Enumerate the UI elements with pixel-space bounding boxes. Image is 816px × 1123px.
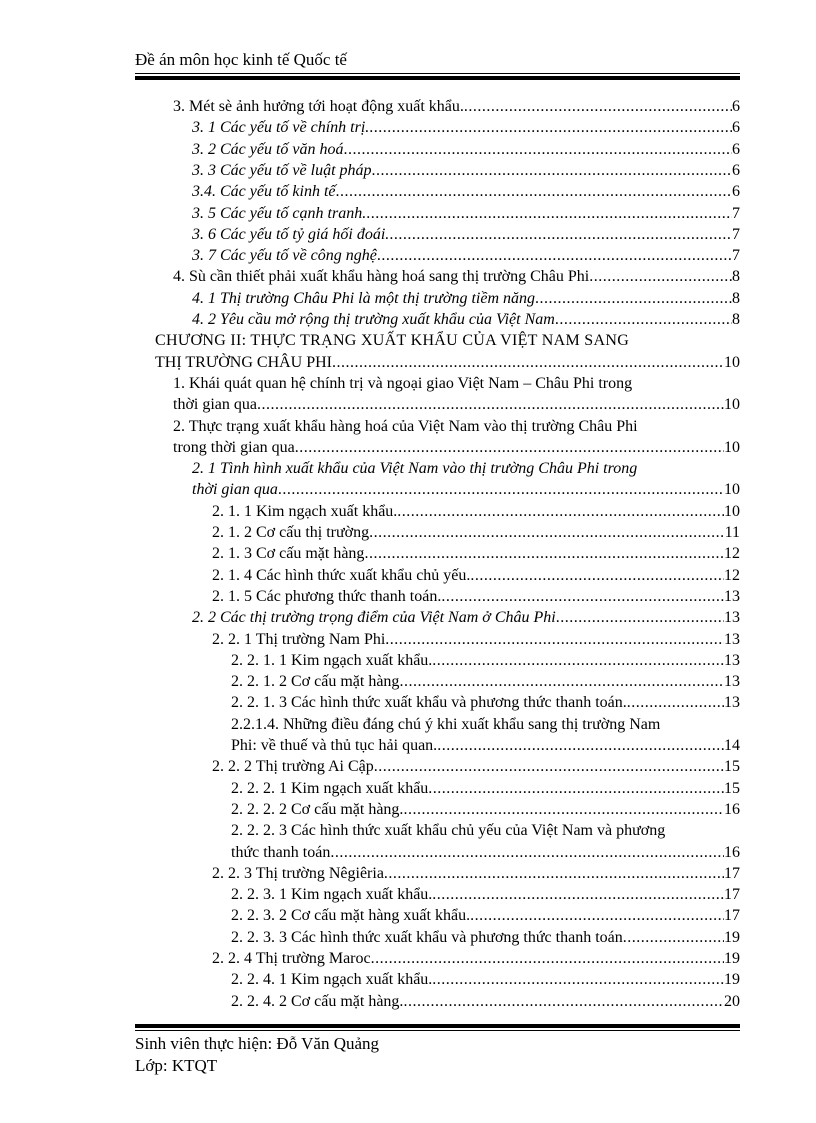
toc-entry-title: 2. 2. 4. 2 Cơ cấu mặt hàng.: [231, 992, 404, 1010]
toc-entry: [192, 245, 740, 267]
toc-entry-title: 2. 1. 2 Cơ cấu thị trường: [212, 524, 370, 541]
toc-entry-title: Phi: về thuế và thủ tục hải quan.: [231, 737, 438, 754]
toc-page-number: 20: [724, 992, 740, 1010]
toc-entry-title: 2. 2. 1. 1 Kim ngạch xuất khẩu.: [231, 651, 433, 669]
toc-entry: [231, 884, 740, 906]
toc-entry: [212, 948, 740, 970]
toc-page-number: 17: [724, 907, 740, 925]
toc-entry: [231, 799, 740, 821]
toc-entry-title: 2. 2. 3. 3 Các hình thức xuất khẩu và phương thức thanh toán: [231, 928, 623, 946]
toc-page-number: 13: [724, 651, 740, 669]
toc-page-number: 10: [724, 353, 740, 371]
toc-leader-dots: [470, 565, 724, 587]
toc-leader-dots: [428, 778, 724, 800]
toc-entry-title: 3. 5 Các yếu tố cạnh tranh.: [192, 204, 367, 222]
toc-entry-title: 2. 2. 1 Thị trường Nam Phi: [212, 630, 386, 648]
toc-entry-title: 2. 2. 2. 1 Kim ngạch xuất khẩu: [231, 779, 429, 797]
toc-leader-dots: [437, 735, 724, 757]
toc-leader-dots: [344, 139, 732, 161]
toc-page-number: 14: [724, 737, 740, 754]
toc-entry-title: 2. 2. 3. 2 Cơ cấu mặt hàng xuất khẩu.: [231, 907, 471, 925]
toc-page-number: 16: [724, 800, 740, 818]
toc-entry-title: 2. 1. 3 Cơ cấu mặt hàng: [212, 545, 365, 563]
toc-page-number: 10: [724, 438, 740, 456]
toc-page-number: 11: [724, 524, 740, 541]
toc-leader-dots: [366, 203, 732, 225]
toc-entry: [212, 543, 740, 565]
toc-page-number: 19: [724, 950, 740, 967]
toc-entry: [231, 842, 740, 864]
toc-entry: [192, 139, 740, 161]
toc-entry: [212, 756, 740, 778]
toc-entry: [231, 905, 740, 927]
toc-leader-dots: [332, 352, 724, 374]
toc-leader-dots: [364, 543, 724, 565]
toc-entry-title: 2. 2. 3. 1 Kim ngạch xuất khẩu.: [231, 886, 433, 904]
toc-entry: [192, 309, 740, 331]
toc-leader-dots: [623, 927, 724, 949]
toc-leader-dots: [372, 160, 732, 182]
toc-entry: [231, 714, 740, 736]
toc-entry-title: 2. 1 Tình hình xuất khẩu của Việt Nam vào thị trường Châu Phi trong: [192, 460, 638, 478]
toc-entry: [192, 160, 740, 182]
toc-entry: [231, 671, 740, 693]
toc-entry-title: 3. 7 Các yếu tố về công nghệ: [192, 247, 377, 265]
toc-entry: [192, 607, 740, 629]
toc-page-number: 19: [724, 971, 740, 989]
toc-entry: [231, 650, 740, 672]
toc-entry: [173, 394, 740, 416]
toc-entry-title: 2. 1. 1 Kim ngạch xuất khẩu.: [212, 502, 398, 520]
toc-entry: [231, 820, 740, 842]
toc-leader-dots: [397, 501, 724, 523]
toc-page-number: 10: [724, 502, 740, 520]
toc-leader-dots: [371, 948, 724, 970]
toc-entry: [155, 352, 740, 374]
toc-page-number: 10: [724, 396, 740, 414]
toc-leader-dots: [336, 181, 732, 203]
toc-page-number: 13: [724, 630, 740, 648]
toc-leader-dots: [295, 437, 724, 459]
toc-leader-dots: [257, 394, 724, 416]
toc-leader-dots: [627, 692, 724, 714]
toc-page-number: 8: [732, 268, 740, 286]
toc-page-number: 6: [732, 161, 740, 179]
toc-page-number: 8: [732, 289, 740, 307]
toc-leader-dots: [374, 756, 724, 778]
toc-entry: [192, 288, 740, 310]
toc-page-number: 13: [724, 587, 740, 605]
toc-page-number: 13: [724, 694, 740, 712]
toc-entry-title: 3. 1 Các yếu tố về chính trị.: [192, 119, 370, 137]
toc-page-number: 8: [732, 311, 740, 328]
toc-leader-dots: [330, 842, 724, 864]
toc-entry-title: 1. Khái quát quan hệ chính trị và ngoại giao Việt Nam – Châu Phi trong: [173, 374, 633, 392]
toc-leader-dots: [399, 671, 724, 693]
toc-entry-title: 2. 1. 5 Các phương thức thanh toán.: [212, 587, 442, 605]
toc-entry: [173, 416, 740, 438]
toc-page-number: 15: [724, 779, 740, 797]
toc-entry-title: 3.4. Các yếu tố kinh tế: [192, 183, 336, 201]
footer-class: Lớp: KTQT: [135, 1056, 218, 1075]
toc-entry-title: 2. Thực trạng xuất khẩu hàng hoá của Việt Nam vào thị trường Châu Phi: [173, 417, 638, 435]
toc-entry-title: 4. 2 Yêu cầu mở rộng thị trường xuất khẩu của Việt Nam: [192, 311, 555, 328]
toc-entry-title: 2. 1. 4 Các hình thức xuất khẩu chủ yếu.: [212, 566, 471, 584]
toc-entry-title: 2. 2. 2 Thị trường Ai Cập: [212, 758, 374, 776]
toc-leader-dots: [432, 969, 724, 991]
toc-entry-title: thức thanh toán: [231, 843, 331, 861]
toc-entry-title: 2. 2 Các thị trường trọng điểm của Việt Nam ở Châu Phi: [192, 609, 556, 627]
footer-rule-thin: [135, 1030, 740, 1031]
toc-entry: [231, 927, 740, 949]
toc-entry-title: 2.2.1.4. Những điều đáng chú ý khi xuất khẩu sang thị trường Nam: [231, 715, 661, 733]
toc-entry: [231, 735, 740, 757]
toc-entry-title: 3. Mét sè ảnh hưởng tới hoạt động xuất khẩu.: [173, 98, 464, 115]
toc-entry-title: CHƯƠNG II: THỰC TRẠNG XUẤT KHẨU CỦA VIỆT NAM SANG: [155, 332, 630, 350]
toc-page-number: 13: [724, 673, 740, 691]
toc-page-number: 16: [724, 843, 740, 861]
toc-entry-title: 4. Sù cần thiết phải xuất khẩu hàng hoá sang thị trường Châu Phi: [173, 268, 590, 286]
toc-entry: [155, 330, 740, 352]
toc-leader-dots: [535, 288, 732, 310]
toc-entry: [192, 117, 740, 139]
toc-entry: [192, 224, 740, 246]
toc-leader-dots: [464, 96, 732, 118]
toc-entry-title: trong thời gian qua: [173, 438, 295, 456]
toc-leader-dots: [432, 650, 724, 672]
toc-leader-dots: [385, 629, 724, 651]
toc-entry: [212, 863, 740, 885]
page-header-title: Đề án môn học kinh tế Quốc tế: [135, 50, 347, 69]
toc-entry: [212, 629, 740, 651]
toc-entry: [212, 586, 740, 608]
toc-entry-title: 2. 2. 1. 3 Các hình thức xuất khẩu và phương thức thanh toán.: [231, 694, 627, 712]
toc-leader-dots: [470, 905, 724, 927]
toc-entry: [212, 501, 740, 523]
toc-page-number: 12: [724, 545, 740, 563]
toc-leader-dots: [556, 607, 724, 629]
toc-leader-dots: [369, 117, 732, 139]
toc-page-number: 10: [724, 481, 740, 499]
toc-page-number: 6: [732, 140, 740, 158]
toc-page-number: 19: [724, 928, 740, 946]
toc-entry-title: 2. 2. 1. 2 Cơ cấu mặt hàng: [231, 673, 400, 691]
toc-entry-title: 3. 6 Các yếu tố tỷ giá hối đoái.: [192, 225, 390, 243]
toc-entry: [212, 565, 740, 587]
toc-entry: [192, 479, 740, 501]
toc-entry-title: 3. 3 Các yếu tố về luật pháp: [192, 161, 372, 179]
toc-leader-dots: [441, 586, 724, 608]
toc-page-number: 6: [732, 183, 740, 201]
toc-leader-dots: [384, 863, 724, 885]
toc-leader-dots: [432, 884, 724, 906]
toc-leader-dots: [369, 522, 724, 544]
toc-page-number: 13: [724, 609, 740, 627]
footer-rule-thick: [135, 1024, 740, 1028]
toc-page-number: 7: [732, 247, 740, 265]
toc-entry-title: thời gian qua: [173, 396, 257, 414]
toc-page-number: 17: [724, 864, 740, 882]
toc-entry-title: 2. 2. 4. 1 Kim ngạch xuất khẩu.: [231, 971, 433, 989]
toc-page-number: 6: [732, 119, 740, 137]
toc-entry: [231, 991, 740, 1013]
toc-page-number: 17: [724, 886, 740, 904]
footer-student-name: Sinh viên thực hiện: Đỗ Văn Quảng: [135, 1034, 380, 1053]
header-rule-thin: [135, 73, 740, 74]
toc-entry-title: thời gian qua: [192, 481, 278, 499]
toc-page-number: 15: [724, 758, 740, 776]
toc-entry: [173, 437, 740, 459]
toc-entry-title: 4. 1 Thị trường Châu Phi là một thị trường tiềm năng: [192, 289, 535, 307]
toc-entry-title: 2. 2. 2. 3 Các hình thức xuất khẩu chủ yếu của Việt Nam và phương: [231, 822, 666, 840]
toc-entry-title: 3. 2 Các yếu tố văn hoá: [192, 140, 344, 158]
toc-page-number: 7: [732, 204, 740, 222]
toc-leader-dots: [389, 224, 732, 246]
toc-entry-title: 2. 2. 4 Thị trường Maroc: [212, 950, 371, 967]
toc-leader-dots: [278, 479, 724, 501]
toc-entry-title: THỊ TRƯỜNG CHÂU PHI: [155, 353, 333, 371]
header-rule-thick: [135, 76, 740, 80]
toc-entry: [231, 778, 740, 800]
toc-entry: [173, 266, 740, 288]
toc-page-number: 12: [724, 566, 740, 584]
toc-entry: [212, 522, 740, 544]
toc-entry-title: 2. 2. 2. 2 Cơ cấu mặt hàng.: [231, 800, 404, 818]
toc-page-number: 6: [732, 98, 740, 115]
toc-entry: [231, 692, 740, 714]
toc-leader-dots: [403, 991, 724, 1013]
toc-entry-title: 2. 2. 3 Thị trường Nêgiêria: [212, 864, 384, 882]
toc-entry: [192, 203, 740, 225]
toc-leader-dots: [589, 266, 732, 288]
toc-page-number: 7: [732, 225, 740, 243]
toc-entry: [192, 458, 740, 480]
toc-entry: [192, 181, 740, 203]
toc-entry: [173, 96, 740, 118]
toc-leader-dots: [555, 309, 732, 331]
toc-leader-dots: [377, 245, 732, 267]
toc-entry: [231, 969, 740, 991]
toc-leader-dots: [403, 799, 724, 821]
toc-entry: [173, 373, 740, 395]
